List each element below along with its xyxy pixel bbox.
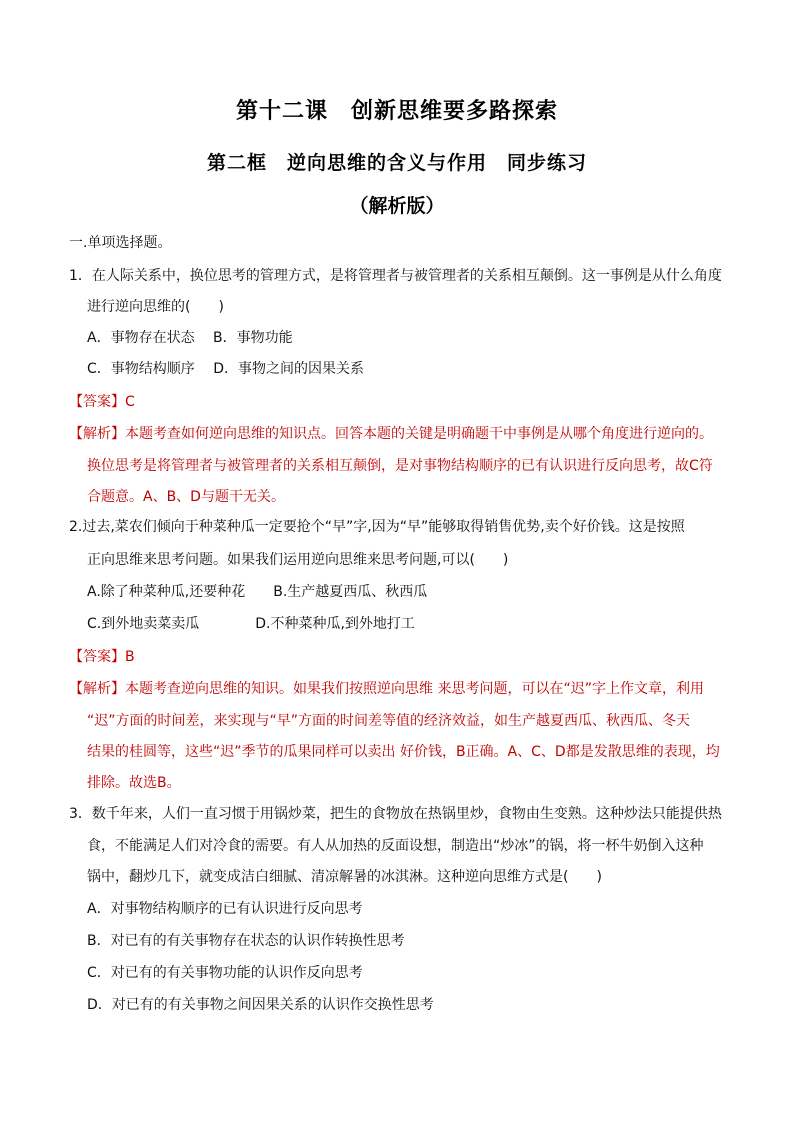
question-2-analysis-line-4: 排除。故选B。 [87, 775, 181, 791]
answer-tag: 【答案】 [69, 649, 125, 665]
question-2-stem-line-2: 正向思维来思考问题。如果我们运用逆向思维来思考问题,可以( ) [87, 552, 509, 568]
answer-tag: 【答案】 [69, 394, 125, 410]
question-3-option-b: B．对已有的有关事物存在状态的认识作转换性思考 [87, 933, 405, 949]
edition-label: （解析版） [349, 195, 445, 217]
answer-value: B [125, 649, 135, 665]
question-3-stem-line-2: 食，不能满足人们对冷食的需要。有人从加热的反面设想，制造出“炒冰”的锅，将一杯牛奶倒入这种 [87, 838, 704, 854]
question-1-analysis-line-1: 【解析】本题考查如何逆向思维的知识点。回答本题的关键是明确题干中事例是从哪个角度进行逆向的。 [69, 426, 713, 442]
question-2-answer [69, 647, 135, 667]
question-2-analysis-line-2: “迟”方面的时间差，来实现与“早”方面的时间差等值的经济效益，如生产越夏西瓜、秋西瓜、冬天 [87, 713, 691, 729]
question-3-option-d: D．对已有的有关事物之间因果关系的认识作交换性思考 [87, 997, 434, 1013]
question-1-answer [69, 392, 135, 412]
question-2-analysis-line-1: 【解析】本题考查逆向思维的知识。如果我们按照逆向思维 来思考问题，可以在“迟”字上作文章，利用 [69, 681, 704, 697]
question-1-analysis-line-3: 合题意。A、B、D与题干无关。 [87, 489, 285, 505]
question-1-stem-line-1: 1．在人际关系中，换位思考的管理方式，是将管理者与被管理者的关系相互颠倒。这一事例是从什么角度 [69, 268, 722, 284]
lesson-title: 第十二课 创新思维要多路探索 [235, 98, 558, 124]
section-subtitle: 第二框 逆向思维的含义与作用 同步练习 [206, 152, 587, 174]
question-1-stem-line-2: 进行逆向思维的( ) [87, 299, 224, 315]
question-1-options-ab: A．事物存在状态 B．事物功能 [87, 330, 293, 346]
answer-value: C [125, 394, 135, 410]
question-3-option-a: A．对事物结构顺序的已有认识进行反向思考 [87, 901, 363, 917]
question-1-options-cd: C．事物结构顺序 D．事物之间的因果关系 [87, 361, 365, 377]
question-2-options-ab: A.除了种菜种瓜,还要种花 B.生产越夏西瓜、秋西瓜 [87, 584, 428, 600]
question-3-stem-line-1: 3．数千年来，人们一直习惯于用锅炒菜，把生的食物放在热锅里炒，食物由生变熟。这种炒法只能提供热 [69, 806, 722, 822]
question-2-stem-line-1: 2.过去,菜农们倾向于种菜种瓜一定要抢个“早”字,因为“早”能够取得销售优势,卖个好价钱。这是按照 [69, 519, 685, 535]
question-2-options-cd: C.到外地卖菜卖瓜 D.不种菜种瓜,到外地打工 [87, 616, 415, 632]
analysis-tag: 【解析】 [69, 681, 125, 697]
question-1-analysis-line-2: 换位思考是将管理者与被管理者的关系相互颠倒，是对事物结构顺序的已有认识进行反向思考，故C符 [87, 458, 713, 474]
question-2-analysis-line-3: 结果的桂圆等，这些“迟”季节的瓜果同样可以卖出 好价钱，B正确。A、C、D都是发散思维的表现，均 [87, 744, 720, 760]
section-heading: 一.单项选择题。 [69, 235, 172, 251]
question-3-stem-line-3: 锅中，翻炒几下，就变成洁白细腻、清凉解暑的冰淇淋。这种逆向思维方式是( ) [87, 869, 602, 885]
analysis-tag: 【解析】 [69, 426, 125, 442]
question-3-option-c: C．对已有的有关事物功能的认识作反向思考 [87, 965, 363, 981]
